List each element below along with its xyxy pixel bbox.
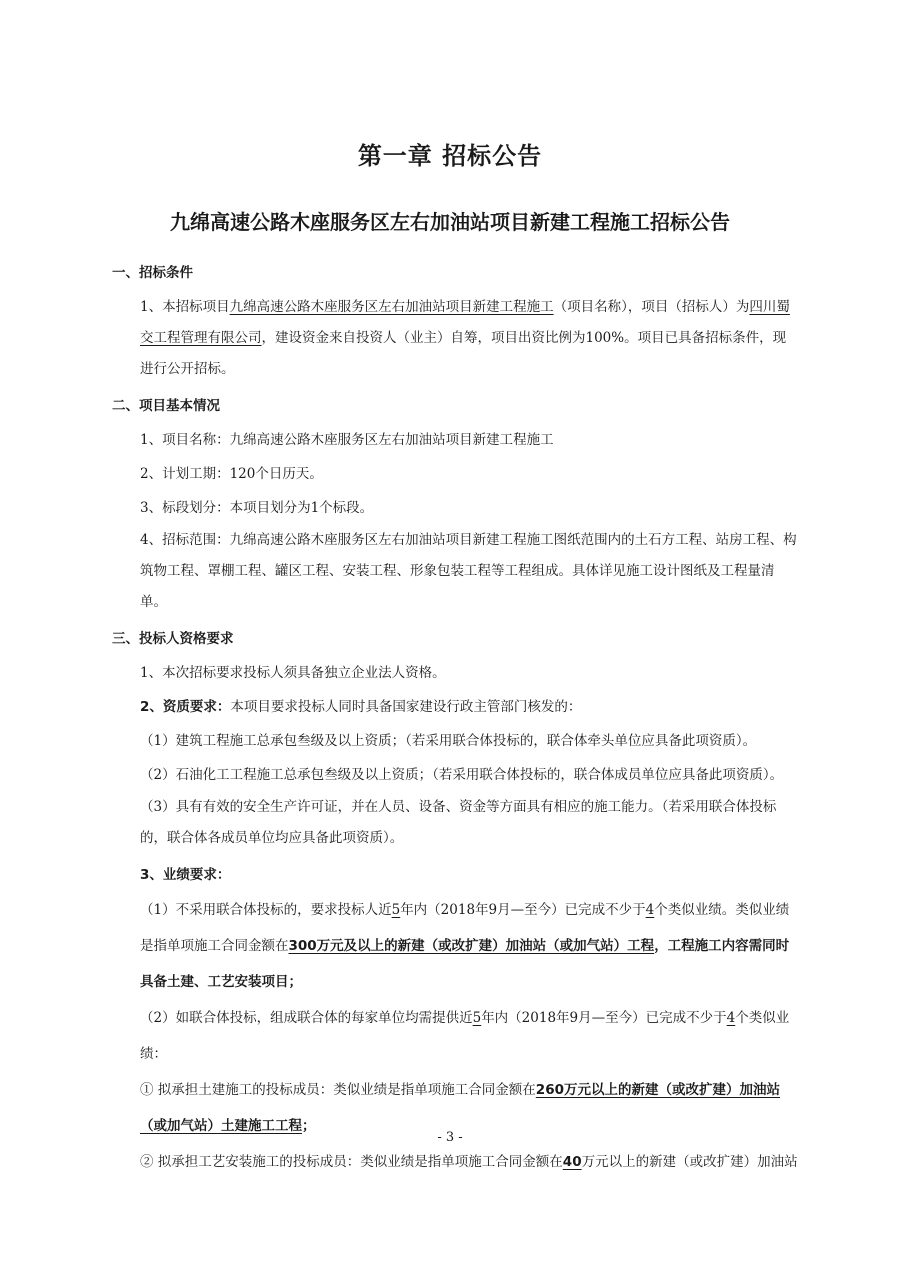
section-heading-project-info: 二、项目基本情况: [112, 398, 220, 414]
text: ，建设资金来自投资人（业主）自筹，项目出资比例为100%。项目已具备招标条件，现进行公开招标。: [140, 330, 787, 377]
text: （项目名称），项目（招标人）为: [553, 299, 750, 315]
text: ；: [302, 1118, 316, 1134]
years-value: 5: [391, 902, 401, 918]
qualification-1: （1）建筑工程施工总承包叁级及以上资质；（若采用联合体投标的，联合体牵头单位应具备此项资质）。: [140, 733, 757, 749]
qualification-2: （2）石油化工工程施工总承包叁级及以上资质；（若采用联合体投标的，联合体成员单位应具备此项资质）。: [140, 767, 784, 783]
installation-member-requirement: [112, 1144, 798, 1180]
qualification-3: （3）具有有效的安全生产许可证，并在人员、设备、资金等方面具有相应的施工能力。（若采用联合体投标的，联合体各成员单位均应具备此项资质）。: [140, 799, 777, 846]
civil-requirement-underlined: 260万元以上的新建（或改扩建）加油站（或加气站）土建施工工程: [140, 1082, 780, 1134]
company-name-underlined: 四川蜀交工程管理有限公司: [140, 299, 790, 346]
text: ② 拟承担工艺安装施工的投标成员：类似业绩是指单项施工合同金额在: [140, 1154, 563, 1170]
amount-value: 40: [562, 1154, 582, 1170]
document-title: 九绵高速公路木座服务区左右加油站项目新建工程施工招标公告: [170, 210, 730, 234]
document-body: [112, 256, 798, 1180]
text: （2）如联合体投标，组成联合体的每家单位均需提供近: [140, 1010, 473, 1026]
text: 年内（2018年9月—至今）已完成不少于: [400, 902, 646, 918]
years-value: 5: [472, 1010, 482, 1026]
section-heading-qualifications: 三、投标人资格要求: [112, 631, 234, 647]
text: ，工程施工内容需同时具备土建、工艺安装项目；: [140, 938, 790, 990]
schedule-item: 2、计划工期：120个日历天。: [140, 466, 323, 482]
text: （1）不采用联合体投标的，要求投标人近: [140, 902, 392, 918]
text: 年内（2018年9月—至今）已完成不少于: [481, 1010, 727, 1026]
lot-division-item: 3、标段划分：本项目划分为1个标段。: [140, 500, 374, 516]
performance-requirement-label: [112, 858, 798, 892]
performance-requirement-1: [112, 892, 798, 1000]
qualification-requirement: [112, 690, 798, 724]
count-value: 4: [726, 1010, 736, 1026]
section-heading-bidding-conditions: 一、招标条件: [112, 265, 193, 281]
legal-entity-item: 1、本次招标要求投标人须具备独立企业法人资格。: [140, 665, 446, 681]
chapter-title: 第一章 招标公告: [357, 142, 543, 170]
page-number: - 3 -: [437, 1130, 463, 1145]
project-name-item: 1、项目名称：九绵高速公路木座服务区左右加油站项目新建工程施工: [140, 432, 554, 448]
qualification-label: 2、资质要求：: [140, 699, 231, 715]
paragraph-bidding-conditions: [112, 292, 798, 385]
performance-label: 3、业绩要求：: [140, 867, 231, 883]
scope-item: 4、招标范围：九绵高速公路木座服务区左右加油站项目新建工程施工图纸范围内的土石方工程、站房工程、构筑物工程、罩棚工程、罐区工程、安装工程、形象包装工程等工程组成。具体详见施工设计图纸及工程量清单。: [140, 532, 797, 610]
text: 本项目要求投标人同时具备国家建设行政主管部门核发的：: [230, 699, 582, 715]
text: ① 拟承担土建施工的投标成员：类似业绩是指单项施工合同金额在: [140, 1082, 536, 1098]
text: 个类似业绩。类似业绩是指单项施工合同金额在: [140, 902, 790, 954]
text: 个类似业绩：: [140, 1010, 790, 1062]
text: 1、本招标项目: [140, 299, 230, 315]
project-name-underlined: 九绵高速公路木座服务区左右加油站项目新建工程施工: [229, 299, 554, 315]
count-value: 4: [645, 902, 655, 918]
requirement-underlined: 300万元及以上的新建（或改扩建）加油站（或加气站）工程: [288, 938, 655, 954]
performance-requirement-2: [112, 1000, 798, 1072]
text: 万元以上的新建（或改扩建）加油站: [581, 1154, 798, 1170]
